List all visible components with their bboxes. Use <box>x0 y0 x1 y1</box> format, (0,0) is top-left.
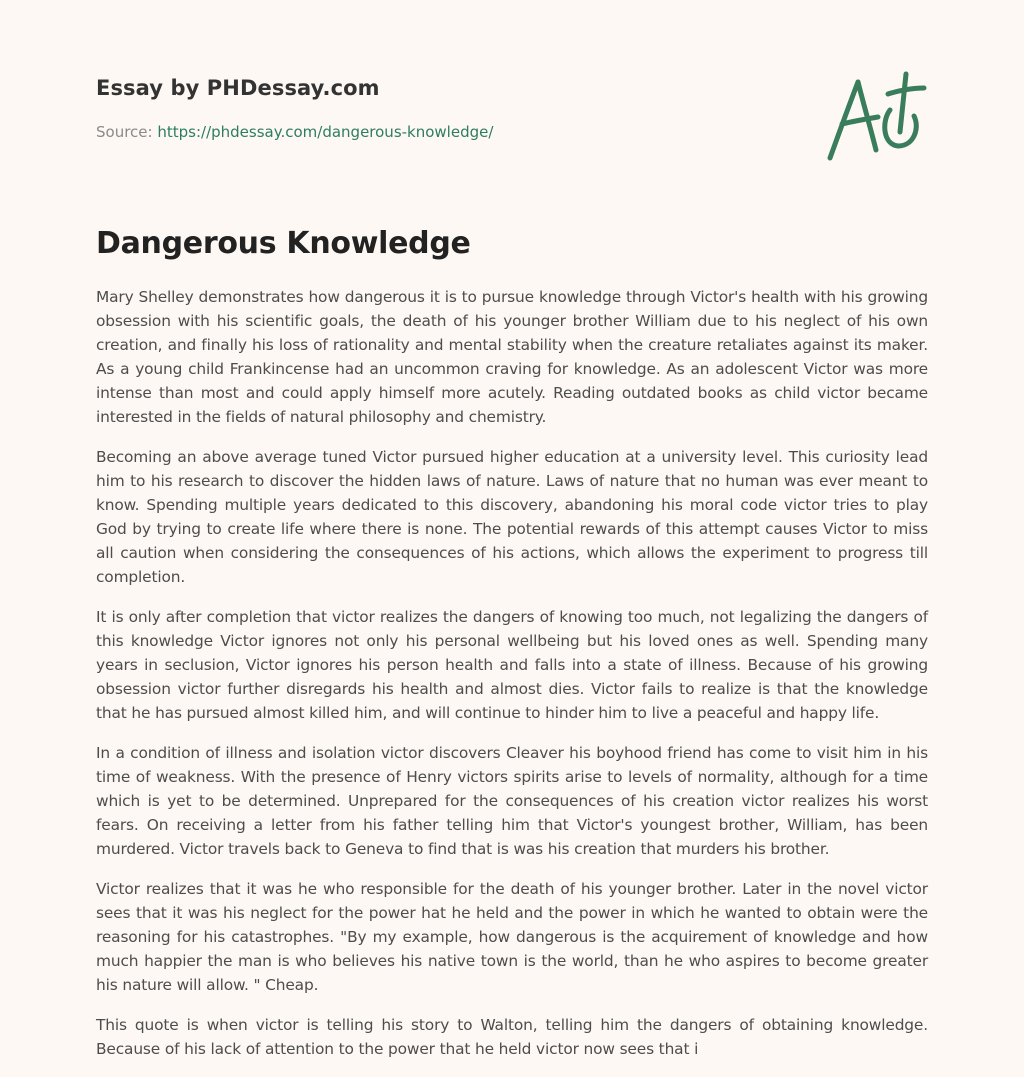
a-plus-logo-icon <box>820 66 930 166</box>
essay-paragraph: This quote is when victor is telling his story to Walton, telling him the dangers of obtaining knowledge. Because of his lack of attention to the power that he held victor now sees that i <box>96 1016 928 1058</box>
essay-paragraph: In a condition of illness and isolation victor discovers Cleaver his boyhood friend has come to visit him in his time of weakness. With the presence of Henry victors spirits arise to levels of normality, although for a time which is yet to be determined. Unprepared for the consequences of his creation victor realizes his worst fears. On receiving a letter from his father telling him that Victor's youngest brother, William, has been murdered. Victor travels back to Geneva to find that is was his creation that murders his brother. <box>96 744 928 858</box>
source-label: Source: <box>96 123 153 141</box>
essay-title: Dangerous Knowledge <box>96 226 471 261</box>
essay-body <box>96 285 928 1077</box>
source-line <box>96 123 928 141</box>
page-header <box>96 76 928 141</box>
site-title: Essay by PHDessay.com <box>96 76 380 100</box>
source-link[interactable]: https://phdessay.com/dangerous-knowledge/ <box>157 123 494 141</box>
essay-paragraph: Victor realizes that it was he who responsible for the death of his younger brother. Later in the novel victor sees that it was his neglect for the power hat he held and the power in which he wanted to obtain were the reasoning for his catastrophes. "By my example, how dangerous is the acquirement of knowledge and how much happier the man is who believes his native town is the world, than he who aspires to become greater his nature will allow. " Cheap. <box>96 880 928 994</box>
essay-paragraph: It is only after completion that victor realizes the dangers of knowing too much, not legalizing the dangers of this knowledge Victor ignores not only his personal wellbeing but his loved ones as well. Spending many years in seclusion, Victor ignores his person health and falls into a state of illness. Because of his growing obsession victor further disregards his health and almost dies. Victor fails to realize is that the knowledge that he has pursued almost killed him, and will continue to hinder him to live a peaceful and happy life. <box>96 608 928 722</box>
essay-paragraph: Becoming an above average tuned Victor pursued higher education at a university level. This curiosity lead him to his research to discover the hidden laws of nature. Laws of nature that no human was ever meant to know. Spending multiple years dedicated to this discovery, abandoning his moral code victor tries to play God by trying to create life where there is none. The potential rewards of this attempt causes Victor to miss all caution when considering the consequences of his actions, which allows the experiment to progress till completion. <box>96 448 928 586</box>
essay-paragraph: Mary Shelley demonstrates how dangerous it is to pursue knowledge through Victor's health with his growing obsession with his scientific goals, the death of his younger brother William due to his neglect of his own creation, and finally his loss of rationality and mental stability when the creature retaliates against its maker. As a young child Frankincense had an uncommon craving for knowledge. As an adolescent Victor was more intense than most and could apply himself more acutely. Reading outdated books as child victor became interested in the fields of natural philosophy and chemistry. <box>96 288 928 426</box>
